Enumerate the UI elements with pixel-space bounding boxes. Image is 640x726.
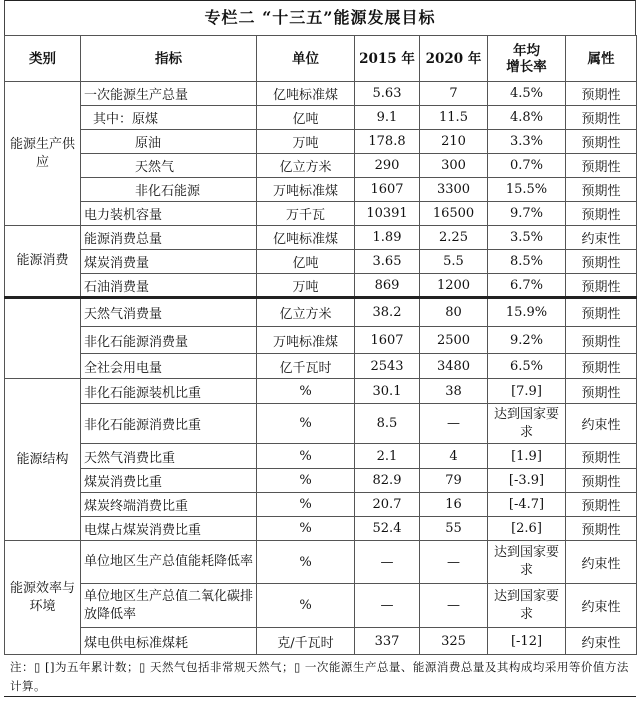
table-row bbox=[5, 469, 637, 493]
category-supply: 能源生产供应 bbox=[5, 82, 81, 226]
value-2020-cell: 7 bbox=[420, 82, 488, 106]
footnote: 注：▯ []为五年累计数；▯ 天然气包括非常规天然气；▯ 一次能源生产总量、能源消费总量及其构成均采用等价值方法计算。 bbox=[4, 655, 636, 697]
table-row bbox=[5, 154, 637, 178]
growth-cell: 达到国家要求 bbox=[488, 404, 566, 444]
value-2015-cell: 38.2 bbox=[355, 298, 420, 327]
value-2020-cell: 5.5 bbox=[420, 250, 488, 274]
attribute-cell: 约束性 bbox=[566, 404, 637, 444]
attribute-cell: 约束性 bbox=[566, 541, 637, 584]
table-row bbox=[5, 628, 637, 655]
unit-cell: 亿吨标准煤 bbox=[257, 82, 355, 106]
header-row bbox=[5, 36, 637, 82]
category-consumption: 能源消费 bbox=[5, 226, 81, 298]
attribute-cell: 预期性 bbox=[566, 379, 637, 404]
growth-cell: 9.7% bbox=[488, 202, 566, 226]
category-empty bbox=[5, 298, 81, 379]
unit-cell: % bbox=[257, 493, 355, 517]
unit-cell: 克/千瓦时 bbox=[257, 628, 355, 655]
table-title: 专栏二 “十三五”能源发展目标 bbox=[4, 0, 636, 35]
table-row bbox=[5, 178, 637, 202]
value-2020-cell: 4 bbox=[420, 444, 488, 469]
unit-cell: 亿立方米 bbox=[257, 154, 355, 178]
indicator-cell: 非化石能源消费比重 bbox=[81, 404, 257, 444]
value-2015-cell: 869 bbox=[355, 274, 420, 298]
table-row bbox=[5, 327, 637, 354]
growth-cell: [-12] bbox=[488, 628, 566, 655]
unit-cell: 亿吨标准煤 bbox=[257, 226, 355, 250]
growth-cell: [2.6] bbox=[488, 517, 566, 541]
attribute-cell: 预期性 bbox=[566, 202, 637, 226]
value-2015-cell: 5.63 bbox=[355, 82, 420, 106]
indicator-cell: 电力装机容量 bbox=[81, 202, 257, 226]
value-2015-cell: 10391 bbox=[355, 202, 420, 226]
unit-cell: 亿千瓦时 bbox=[257, 354, 355, 379]
growth-cell: 15.9% bbox=[488, 298, 566, 327]
attribute-cell: 预期性 bbox=[566, 493, 637, 517]
attribute-cell: 约束性 bbox=[566, 628, 637, 655]
growth-cell: 4.5% bbox=[488, 82, 566, 106]
growth-cell: 6.5% bbox=[488, 354, 566, 379]
table-row bbox=[5, 517, 637, 541]
attribute-cell: 预期性 bbox=[566, 444, 637, 469]
growth-cell: 达到国家要求 bbox=[488, 584, 566, 628]
unit-cell: % bbox=[257, 469, 355, 493]
unit-cell: 万吨标准煤 bbox=[257, 327, 355, 354]
indicator-cell: 能源消费总量 bbox=[81, 226, 257, 250]
attribute-cell: 预期性 bbox=[566, 469, 637, 493]
indicator-cell: 煤电供电标准煤耗 bbox=[81, 628, 257, 655]
attribute-cell: 约束性 bbox=[566, 584, 637, 628]
value-2020-cell: 2500 bbox=[420, 327, 488, 354]
growth-cell: 4.8% bbox=[488, 106, 566, 130]
header-growth-line2: 增长率 bbox=[506, 58, 547, 75]
table-row bbox=[5, 298, 637, 327]
value-2015-cell: 1607 bbox=[355, 178, 420, 202]
value-2015-cell: 2.1 bbox=[355, 444, 420, 469]
indicator-cell: 非化石能源装机比重 bbox=[81, 379, 257, 404]
indicator-cell: 天然气消费比重 bbox=[81, 444, 257, 469]
value-2020-cell: 11.5 bbox=[420, 106, 488, 130]
attribute-cell: 预期性 bbox=[566, 250, 637, 274]
attribute-cell: 预期性 bbox=[566, 106, 637, 130]
unit-cell: % bbox=[257, 444, 355, 469]
energy-targets-table bbox=[4, 35, 637, 655]
table-row bbox=[5, 106, 637, 130]
category-structure: 能源结构 bbox=[5, 379, 81, 541]
table-row bbox=[5, 130, 637, 154]
indicator-cell: 全社会用电量 bbox=[81, 354, 257, 379]
value-2020-cell: 80 bbox=[420, 298, 488, 327]
unit-cell: % bbox=[257, 404, 355, 444]
attribute-cell: 预期性 bbox=[566, 274, 637, 298]
value-2020-cell: 55 bbox=[420, 517, 488, 541]
unit-cell: % bbox=[257, 541, 355, 584]
unit-cell: 万千瓦 bbox=[257, 202, 355, 226]
indicator-cell: 其中：原煤 bbox=[81, 106, 257, 130]
header-2015: 2015 年 bbox=[355, 36, 420, 82]
value-2020-cell: 16500 bbox=[420, 202, 488, 226]
header-growth-line1: 年均 bbox=[513, 42, 540, 59]
table-row bbox=[5, 274, 637, 298]
unit-cell: 万吨 bbox=[257, 274, 355, 298]
value-2020-cell: 16 bbox=[420, 493, 488, 517]
growth-cell: 3.5% bbox=[488, 226, 566, 250]
growth-cell: [-4.7] bbox=[488, 493, 566, 517]
growth-cell: 0.7% bbox=[488, 154, 566, 178]
value-2015-cell: 8.5 bbox=[355, 404, 420, 444]
category-efficiency: 能源效率与环境 bbox=[5, 541, 81, 655]
table-row bbox=[5, 226, 637, 250]
value-2015-cell: 9.1 bbox=[355, 106, 420, 130]
table-row bbox=[5, 250, 637, 274]
growth-cell: [-3.9] bbox=[488, 469, 566, 493]
value-2020-cell: 38 bbox=[420, 379, 488, 404]
attribute-cell: 预期性 bbox=[566, 298, 637, 327]
unit-cell: 亿吨 bbox=[257, 106, 355, 130]
attribute-cell: 预期性 bbox=[566, 354, 637, 379]
value-2020-cell: — bbox=[420, 404, 488, 444]
indicator-cell: 石油消费量 bbox=[81, 274, 257, 298]
attribute-cell: 预期性 bbox=[566, 130, 637, 154]
header-unit: 单位 bbox=[257, 36, 355, 82]
value-2015-cell: 1607 bbox=[355, 327, 420, 354]
growth-cell: 8.5% bbox=[488, 250, 566, 274]
indicator-cell: 煤炭终端消费比重 bbox=[81, 493, 257, 517]
attribute-cell: 预期性 bbox=[566, 178, 637, 202]
growth-cell: 3.3% bbox=[488, 130, 566, 154]
value-2015-cell: — bbox=[355, 541, 420, 584]
indicator-cell: 煤炭消费比重 bbox=[81, 469, 257, 493]
table-row bbox=[5, 404, 637, 444]
value-2020-cell: 210 bbox=[420, 130, 488, 154]
value-2015-cell: 2543 bbox=[355, 354, 420, 379]
table-row bbox=[5, 584, 637, 628]
growth-cell: 9.2% bbox=[488, 327, 566, 354]
value-2020-cell: 2.25 bbox=[420, 226, 488, 250]
table-row bbox=[5, 202, 637, 226]
indicator-cell: 原油 bbox=[81, 130, 257, 154]
indicator-cell: 非化石能源消费量 bbox=[81, 327, 257, 354]
value-2015-cell: 3.65 bbox=[355, 250, 420, 274]
value-2015-cell: 20.7 bbox=[355, 493, 420, 517]
table-row bbox=[5, 354, 637, 379]
attribute-cell: 预期性 bbox=[566, 82, 637, 106]
unit-cell: 亿吨 bbox=[257, 250, 355, 274]
indicator-cell: 单位地区生产总值二氧化碳排放降低率 bbox=[81, 584, 257, 628]
header-indicator: 指标 bbox=[81, 36, 257, 82]
header-growth bbox=[488, 36, 566, 82]
unit-cell: % bbox=[257, 517, 355, 541]
indicator-cell: 天然气 bbox=[81, 154, 257, 178]
unit-cell: 万吨 bbox=[257, 130, 355, 154]
unit-cell: % bbox=[257, 584, 355, 628]
indicator-cell: 一次能源生产总量 bbox=[81, 82, 257, 106]
indicator-cell: 电煤占煤炭消费比重 bbox=[81, 517, 257, 541]
growth-cell: 6.7% bbox=[488, 274, 566, 298]
indicator-cell: 煤炭消费量 bbox=[81, 250, 257, 274]
value-2015-cell: 290 bbox=[355, 154, 420, 178]
value-2015-cell: — bbox=[355, 584, 420, 628]
unit-cell: 万吨标准煤 bbox=[257, 178, 355, 202]
table-row bbox=[5, 493, 637, 517]
value-2020-cell: 3480 bbox=[420, 354, 488, 379]
value-2020-cell: — bbox=[420, 541, 488, 584]
indicator-cell: 天然气消费量 bbox=[81, 298, 257, 327]
value-2020-cell: 1200 bbox=[420, 274, 488, 298]
table-row bbox=[5, 379, 637, 404]
value-2020-cell: 3300 bbox=[420, 178, 488, 202]
growth-cell: 15.5% bbox=[488, 178, 566, 202]
header-attribute: 属性 bbox=[566, 36, 637, 82]
value-2020-cell: 79 bbox=[420, 469, 488, 493]
header-category: 类别 bbox=[5, 36, 81, 82]
indicator-cell: 单位地区生产总值能耗降低率 bbox=[81, 541, 257, 584]
value-2015-cell: 1.89 bbox=[355, 226, 420, 250]
unit-cell: % bbox=[257, 379, 355, 404]
value-2020-cell: 300 bbox=[420, 154, 488, 178]
value-2015-cell: 30.1 bbox=[355, 379, 420, 404]
value-2015-cell: 178.8 bbox=[355, 130, 420, 154]
header-2020: 2020 年 bbox=[420, 36, 488, 82]
table-row bbox=[5, 444, 637, 469]
unit-cell: 亿立方米 bbox=[257, 298, 355, 327]
attribute-cell: 预期性 bbox=[566, 327, 637, 354]
growth-cell: [7.9] bbox=[488, 379, 566, 404]
value-2015-cell: 52.4 bbox=[355, 517, 420, 541]
value-2020-cell: 325 bbox=[420, 628, 488, 655]
attribute-cell: 预期性 bbox=[566, 517, 637, 541]
table-row bbox=[5, 541, 637, 584]
document bbox=[4, 0, 636, 697]
value-2020-cell: — bbox=[420, 584, 488, 628]
attribute-cell: 预期性 bbox=[566, 154, 637, 178]
table-row bbox=[5, 82, 637, 106]
growth-cell: [1.9] bbox=[488, 444, 566, 469]
value-2015-cell: 82.9 bbox=[355, 469, 420, 493]
value-2015-cell: 337 bbox=[355, 628, 420, 655]
growth-cell: 达到国家要求 bbox=[488, 541, 566, 584]
indicator-cell: 非化石能源 bbox=[81, 178, 257, 202]
attribute-cell: 约束性 bbox=[566, 226, 637, 250]
